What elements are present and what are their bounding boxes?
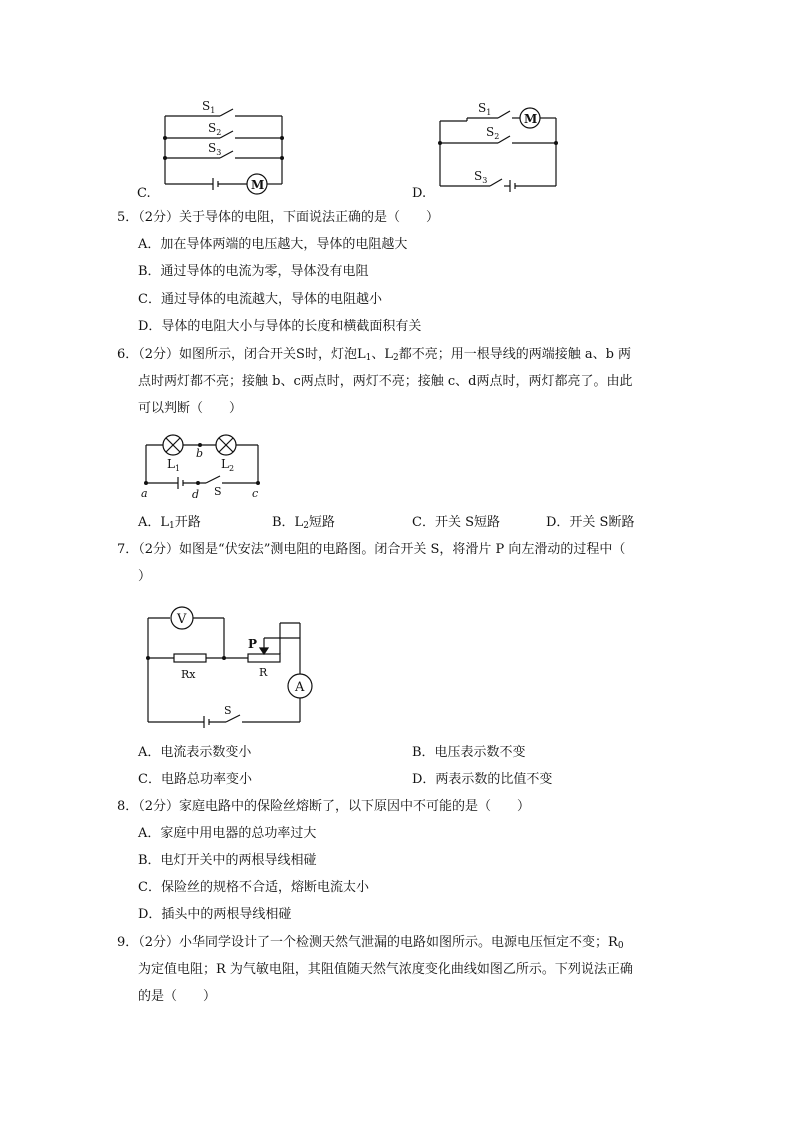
- q7-option-b: B．电压表示数不变: [412, 745, 526, 760]
- option-d-label: D.: [412, 186, 427, 201]
- question-9-stem-line2: 为定值电阻；R 为气敏电阻，其阻值随天然气浓度变化曲线如图乙所示。下列说法正确: [138, 962, 633, 977]
- q5-option-a: A．加在导体两端的电压越大，导体的电阻越大: [138, 237, 408, 252]
- q6-option-b: B．$L_2$短路: [272, 515, 335, 531]
- switch-s3-label: $S_3$: [208, 141, 222, 157]
- question-9-stem-line1: 9．（2分）小华同学设计了一个检测天然气泄漏的电路如图所示。电源电压恒定不变；$R_0$: [117, 935, 624, 951]
- question-7-stem-line2: ）: [138, 569, 152, 584]
- q7-option-c: C．电路总功率变小: [138, 772, 252, 787]
- q5-option-d: D．导体的电阻大小与导体的长度和横截面积有关: [138, 319, 422, 334]
- q5-option-b: B．通过导体的电流为零，导体没有电阻: [138, 264, 369, 279]
- q8-option-b: B．电灯开关中的两根导线相碰: [138, 853, 317, 868]
- switch-s3-label: $S_3$: [474, 169, 488, 185]
- point-b-label: b: [196, 447, 204, 460]
- circuit-figure-d: [432, 96, 572, 196]
- point-c-label: c: [252, 487, 259, 500]
- lamp-l1-label: $L_1$: [167, 457, 181, 473]
- q6-option-a: A．$L_1$开路: [138, 515, 201, 531]
- q7-option-d: D．两表示数的比值不变: [412, 772, 553, 787]
- q6-option-c: C．开关 S短路: [412, 515, 500, 530]
- question-6-stem-line1: 6．（2分）如图所示，闭合开关S时，灯泡$L_1$、$L_2$都不亮；用一根导线的两端接触 a、b 两: [117, 347, 632, 363]
- circuit-figure-c: [155, 96, 295, 196]
- q7-option-a: A．电流表示数变小: [138, 745, 252, 760]
- point-a-label: a: [141, 487, 148, 500]
- question-6-stem-line3: 可以判断（ ）: [138, 401, 243, 416]
- option-c-label: C.: [137, 186, 151, 201]
- circuit-figure-q7: [138, 598, 318, 730]
- q8-option-a: A．家庭中用电器的总功率过大: [138, 826, 317, 841]
- voltmeter-label: V: [177, 612, 187, 627]
- question-8-stem: 8．（2分）家庭电路中的保险丝熔断了，以下原因中不可能的是（ ）: [117, 799, 531, 814]
- switch-s2-label: $S_2$: [486, 125, 500, 141]
- q8-option-d: D．插头中的两根导线相碰: [138, 907, 292, 922]
- point-d-label: d: [192, 488, 200, 501]
- switch-s1-label: $S_1$: [202, 99, 216, 115]
- question-5-stem: 5．（2分）关于导体的电阻，下面说法正确的是（ ）: [117, 210, 440, 225]
- motor-label: M: [251, 178, 265, 192]
- ammeter-label: A: [295, 680, 305, 695]
- motor-label: M: [524, 112, 538, 126]
- question-6-stem-line2: 点时两灯都不亮；接触 b、c两点时，两灯不亮；接触 c、d两点时，两灯都亮了。由此: [138, 374, 633, 389]
- q8-option-c: C．保险丝的规格不合适，熔断电流太小: [138, 880, 369, 895]
- q5-option-c: C．通过导体的电流越大，导体的电阻越小: [138, 292, 382, 307]
- q6-option-d: D．开关 S断路: [546, 515, 635, 530]
- switch-s-label: S: [224, 704, 232, 717]
- switch-s2-label: $S_2$: [208, 121, 222, 137]
- question-9-stem-line3: 的是（ ）: [138, 989, 217, 1004]
- rheostat-r-label: R: [259, 666, 268, 679]
- slider-p-label: P: [248, 637, 258, 651]
- circuit-figure-q6: [138, 425, 268, 505]
- switch-s-label: S: [214, 485, 222, 498]
- question-7-stem-line1: 7．（2分）如图是“伏安法”测电阻的电路图。闭合开关 S，将滑片 P 向左滑动的过程中（: [117, 542, 626, 557]
- switch-s1-label: $S_1$: [478, 101, 492, 117]
- resistor-rx-label: Rx: [181, 668, 196, 681]
- lamp-l2-label: $L_2$: [221, 457, 235, 473]
